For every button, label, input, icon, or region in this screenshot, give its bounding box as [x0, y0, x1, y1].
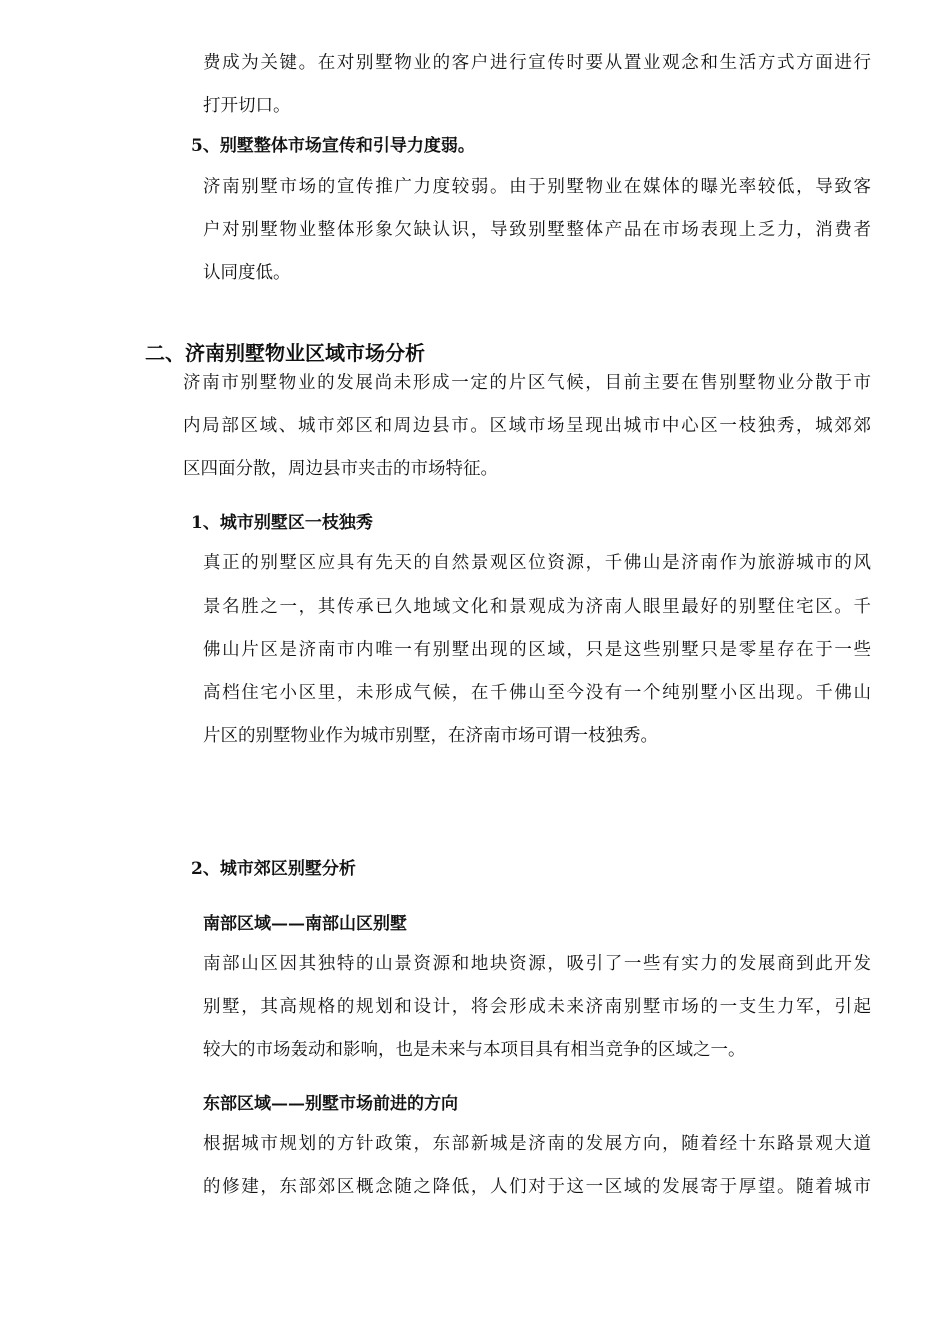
point5-line-1: 济南别墅市场的宣传推广力度较弱。由于别墅物业在媒体的曝光率较低，导致客 [203, 177, 871, 197]
point5-line-2: 户对别墅物业整体形象欠缺认识，导致别墅整体产品在市场表现上乏力，消费者 [203, 220, 871, 240]
south-line-2: 别墅，其高规格的规划和设计，将会形成未来济南别墅市场的一支生力军，引起 [203, 997, 871, 1017]
east-line-1: 根据城市规划的方针政策，东部新城是济南的发展方向，随着经十东路景观大道 [203, 1134, 871, 1154]
point5-line-3: 认同度低。 [203, 263, 291, 283]
point5-heading: 5、别墅整体市场宣传和引导力度弱。 [191, 136, 475, 156]
south-heading: 南部区域——南部山区别墅 [203, 914, 407, 934]
section2-line-3: 区四面分散，周边县市夹击的市场特征。 [183, 459, 498, 479]
sub1-heading: 1、城市别墅区一枝独秀 [191, 513, 373, 533]
east-line-2: 的修建，东部郊区概念随之降低，人们对于这一区域的发展寄于厚望。随着城市 [203, 1177, 871, 1197]
south-line-1: 南部山区因其独特的山景资源和地块资源，吸引了一些有实力的发展商到此开发 [203, 954, 871, 974]
intro-line-1: 费成为关键。在对别墅物业的客户进行宣传时要从置业观念和生活方式方面进行 [203, 53, 871, 73]
intro-line-2: 打开切口。 [203, 96, 291, 116]
sub1-line-5: 片区的别墅物业作为城市别墅，在济南市场可谓一枝独秀。 [203, 726, 658, 746]
sub1-line-2: 景名胜之一，其传承已久地域文化和景观成为济南人眼里最好的别墅住宅区。千 [203, 597, 871, 617]
section2-line-1: 济南市别墅物业的发展尚未形成一定的片区气候，目前主要在售别墅物业分散于市 [183, 373, 871, 393]
south-line-3: 较大的市场轰动和影响，也是未来与本项目具有相当竞争的区域之一。 [203, 1040, 746, 1060]
sub1-line-4: 高档住宅小区里，未形成气候，在千佛山至今没有一个纯别墅小区出现。千佛山 [203, 683, 871, 703]
east-heading: 东部区域——别墅市场前进的方向 [203, 1094, 458, 1114]
section2-line-2: 内局部区域、城市郊区和周边县市。区域市场呈现出城市中心区一枝独秀，城郊郊 [183, 416, 871, 436]
sub2-heading: 2、城市郊区别墅分析 [191, 859, 356, 879]
section2-heading: 二、济南别墅物业区域市场分析 [145, 341, 425, 365]
sub1-line-3: 佛山片区是济南市内唯一有别墅出现的区域，只是这些别墅只是零星存在于一些 [203, 640, 871, 660]
sub1-line-1: 真正的别墅区应具有先天的自然景观区位资源，千佛山是济南作为旅游城市的风 [203, 553, 871, 573]
